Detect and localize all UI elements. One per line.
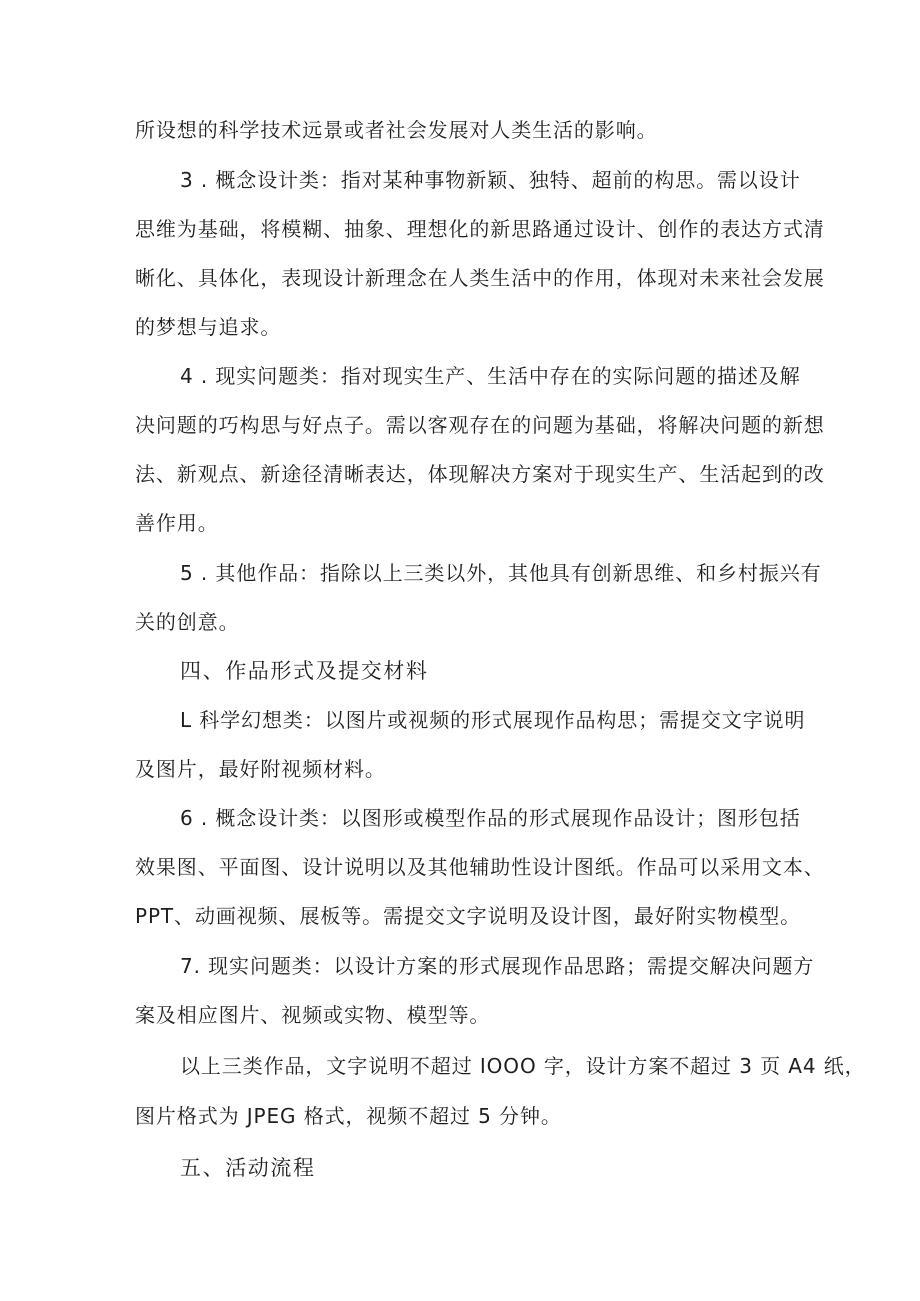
- paragraph-line-16: PPT、动画视频、展板等。需提交文字说明及设计图，最好附实物模型。: [135, 904, 802, 928]
- paragraph-line-8: 法、新观点、新途径清晰表达，体现解决方案对于现实生产、生活起到的改: [135, 462, 825, 486]
- paragraph-line-4: 晰化、具体化，表现设计新理念在人类生活中的作用，体现对未来社会发展: [135, 266, 825, 290]
- section-heading-4: 四、作品形式及提交材料: [180, 659, 429, 683]
- paragraph-line-20: 图片格式为 JPEG 格式，视频不超过 5 分钟。: [135, 1104, 562, 1128]
- paragraph-line-17: 7. 现实问题类：以设计方案的形式展现作品思路；需提交解决问题方: [180, 954, 815, 978]
- paragraph-line-13: 及图片，最好附视频材料。: [135, 757, 386, 781]
- paragraph-line-9: 善作用。: [135, 511, 219, 535]
- paragraph-line-12: L 科学幻想类：以图片或视频的形式展现作品构思；需提交文字说明: [180, 708, 806, 732]
- paragraph-line-19: 以上三类作品，文字说明不超过 IOOO 字，设计方案不超过 3 页 A4 纸，: [180, 1054, 866, 1078]
- paragraph-line-2: 3 . 概念设计类：指对某种事物新颖、独特、超前的构思。需以设计: [180, 168, 801, 192]
- paragraph-line-11: 关的创意。: [135, 610, 240, 634]
- paragraph-line-18: 案及相应图片、视频或实物、模型等。: [135, 1003, 491, 1027]
- paragraph-line-6: 4 . 现实问题类：指对现实生产、生活中存在的实际问题的描述及解: [180, 364, 801, 388]
- section-heading-5: 五、活动流程: [180, 1156, 316, 1180]
- paragraph-line-15: 效果图、平面图、设计说明以及其他辅助性设计图纸。作品可以采用文本、: [135, 855, 825, 879]
- paragraph-line-1: 所设想的科学技术远景或者社会发展对人类生活的影响。: [135, 118, 658, 142]
- paragraph-line-10: 5 . 其他作品：指除以上三类以外，其他具有创新思维、和乡村振兴有: [180, 561, 822, 585]
- paragraph-line-14: 6 . 概念设计类：以图形或模型作品的形式展现作品设计；图形包括: [180, 806, 801, 830]
- paragraph-line-3: 思维为基础，将模糊、抽象、理想化的新思路通过设计、创作的表达方式清: [135, 217, 825, 241]
- paragraph-line-5: 的梦想与追求。: [135, 315, 282, 339]
- paragraph-line-7: 决问题的巧构思与好点子。需以客观存在的问题为基础，将解决问题的新想: [135, 413, 825, 437]
